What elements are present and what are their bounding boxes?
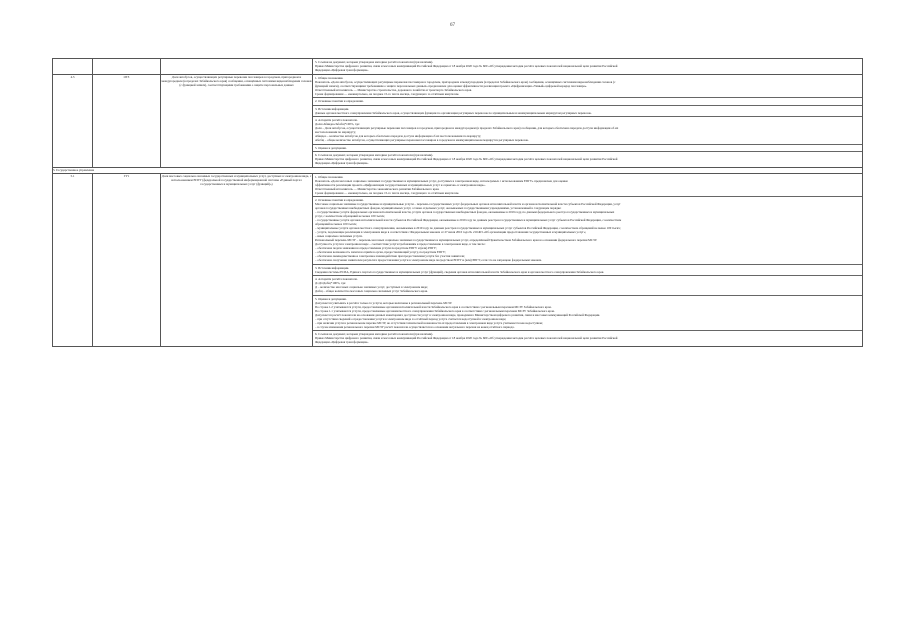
- text-line: 3. Источник информации.: [315, 265, 350, 270]
- text-line: – при отсутствии сведений о предоставлении услуги в электронном виде за отчётный период услуга считается недоступной в электронном виде;: [315, 316, 507, 321]
- methodology-block: [313, 106, 862, 118]
- text-line: 3. Источник информации.: [315, 106, 350, 111]
- text-line: Д=Дэ/Добщ*100%, где:: [315, 281, 346, 285]
- row-number: 5.1: [53, 173, 93, 346]
- text-line: Добщ – общее количество массовых социально значимых услуг Забайкальского края.: [315, 289, 428, 293]
- indicator-code: ГУ1: [93, 173, 161, 346]
- indicator-table: [52, 58, 863, 347]
- text-line: 5. Оценка и допущения.: [315, 145, 347, 150]
- text-line: Федерации «Цифровая трансформация».: [315, 340, 369, 344]
- text-line: обращений не менее 100 тысяч;: [315, 222, 357, 226]
- methodology-cell: [313, 74, 863, 167]
- text-line: Д – количество массовых социально значимых услуг, доступных в электронном виде;: [315, 285, 428, 289]
- text-line: Региональный перечень МСЗУ – перечень массовых социально значимых государственных и муниципальных услуг, определённый Правительством Забайкальского края на основании федерального перечня МСЗУ.: [315, 238, 597, 242]
- section-title: 5. Государственное управление: [53, 167, 863, 173]
- text-line: Доля=Абвидео/Абобщ*100%, где:: [315, 122, 360, 126]
- methodology-block: [313, 98, 862, 106]
- text-line: местоположении по маршруту;: [315, 130, 356, 134]
- text-line: 1. Общие положения.: [315, 75, 344, 80]
- text-line: Сведения системы ЕСИА, Единого портала государственных и муниципальных услуг (функций), сведения органов исполнительной власти Забайкальского края и органов местного самоуправления Забайкальского края.: [315, 269, 605, 274]
- text-line: Приказ Министерства цифрового развития, связи и массовых коммуникаций Российской Федерации от 18 ноября 2020 года № 600 «Об утверждении методик расчёта целевых показателей национальной цели развития Российской: [315, 64, 618, 68]
- text-line: Сроки формирования — ежеквартально, не позднее 15-го числа месяца, следующего за отчётным кварталом.: [315, 91, 460, 96]
- methodology-block: [313, 59, 862, 74]
- methodology-block: [313, 75, 862, 99]
- table-row: [53, 59, 863, 75]
- text-line: Доступность услуги в электронном виде – соответствие услуги требованиям к предоставлению в электронном виде, в том числе:: [315, 242, 486, 246]
- methodology-block: [313, 296, 862, 332]
- table-row: [53, 173, 863, 346]
- text-line: Показатель «Доля массовых социально значимых государственных и муниципальных услуг, доступных в электронном виде, используемых с использованием ЕПГУ» предназначен для оценки: [315, 178, 568, 183]
- indicator-description: Доля массовых социально значимых государственных и муниципальных услуг, доступных в электронном виде, с использованием ЕПГУ (федеральной государственной информационной системы «Единый портал государственных и муниципальных услуг (функций)»): [161, 173, 313, 346]
- text-line: 4. Алгоритм расчёта показателя.: [315, 277, 358, 281]
- text-line: – обеспечено получение заявителем результата предоставления услуги в электронном виде посредством ЕПГУ и (или) РПГУ, если это не запрещено федеральным законом.: [315, 258, 542, 262]
- text-line: Ответственный исполнитель — Министерство экономического развития Забайкальского края.: [315, 186, 440, 191]
- text-line: – муниципальные услуги органов местного самоуправления, оказываемые в 2019 году по данным реестров государственных и муниципальных услуг субъектов Российской Федерации, с количеством обращений не менее 100 тысяч;: [315, 226, 621, 230]
- text-line: Данные органов местного самоуправления Забайкальского края, осуществляющих функции по организации регулярных перевозок по муниципальным и межмуниципальным маршрутам регулярных перевозок.: [315, 110, 592, 115]
- text-line: По строке 1.1 учитываются услуги, предоставляемые органами местного самоуправления Забайкальского края в соответствии с региональным перечнем МСЗУ Забайкальского края.: [315, 308, 555, 313]
- methodology-block: [313, 197, 862, 265]
- text-line: Показатель «Доля автобусов, осуществляющих регулярные перевозки пассажиров в городском, пригородном и междугороднем (в пределах Забайкальского края) сообщении, оснащённых системами видеонаблюдения салонов (с: [315, 79, 616, 84]
- text-line: – государственные услуги федеральных органов исполнительной власти, услуги органов государственных внебюджетных фондов, оказываемые в 2019 году, по данным федерального реестра государственных и муниципальных: [315, 210, 615, 214]
- methodology-cell: [313, 59, 863, 75]
- text-line: Абвидео – количество автобусов для которых обеспечена передача доступа информации об их местоположении по маршруту;: [315, 134, 482, 138]
- indicator-description: Доля автобусов, осуществляющих регулярные перевозки пассажиров в городском, пригородном и междугороднем (в пределах Забайкальского края) сообщении, оснащённых системами видеонаблюдения салонов (с функцией записи), соответствующими требованиям о защите персональных данных: [161, 74, 313, 167]
- methodology-block: [313, 174, 862, 198]
- text-line: Сроки формирования — ежеквартально, не позднее 15-го числа месяца, следующего за отчётным кварталом.: [315, 190, 460, 195]
- text-line: – в случае изменения регионального перечня МСЗУ расчёт показателя осуществляется на основании актуального перечня на конец отчётного периода.: [315, 324, 515, 329]
- text-line: 2. Основные понятия и определения.: [315, 198, 364, 202]
- text-line: Федерации «Цифровая трансформация».: [315, 68, 369, 72]
- text-line: Федерации «Цифровая трансформация».: [315, 161, 369, 165]
- text-line: 1. Общие положения.: [315, 174, 344, 179]
- text-line: 6. Ссылки на документ, которым утверждена методика расчёта показателя (при наличии).: [315, 153, 434, 157]
- text-line: Приказ Министерства цифрового развития, связи и массовых коммуникаций Российской Федерации от 18 ноября 2020 года № 600 «Об утверждении методик расчёта целевых показателей национальной цели развития Российской: [315, 157, 618, 161]
- text-line: Приказ Министерства цифрового развития, связи и массовых коммуникаций Российской Федерации от 18 ноября 2020 года № 600 «Об утверждении методик расчёта целевых показателей национальной цели развития Российской: [315, 336, 618, 340]
- methodology-block: [313, 276, 862, 296]
- text-line: – при наличии услуги в региональном перечне МСЗУ, но отсутствии технической возможности её предоставления в электронном виде услуга учитывается как недоступная;: [315, 320, 543, 325]
- methodology-block: [313, 265, 862, 277]
- text-line: Абобщ – общее количество автобусов, осуществляющих регулярные перевозки пассажиров в городском и межмуниципальном маршрутах регулярных перевозок.: [315, 138, 529, 142]
- text-line: 5. Ссылки на документ, которым утверждена методика расчёта показателя (при наличии).: [315, 60, 434, 64]
- text-line: 6. Ссылки на документ, которым утверждена методика расчёта показателя (при наличии).: [315, 332, 434, 336]
- text-line: – услуги, подлежащие реализации в электронном виде в соответствии с Федеральным законом от 27 июля 2010 года № 210-ФЗ «Об организации предоставления государственных и муниципальных услуг»;: [315, 230, 587, 234]
- text-line: Массовые социально значимые государственные и муниципальные услуги – перечень государственных услуг федеральных органов исполнительной власти и органов исполнительной власти субъектов Российской Федерации, услуг: [315, 202, 621, 206]
- text-line: – обеспечено межведомственное электронное взаимодействие при предоставлении услуги без участия заявителя;: [315, 254, 465, 258]
- text-line: Доля – Доля автобусов, осуществляющих регулярные перевозки пассажиров в городском, пригородном и междугороднем (в пределах Забайкальского края) сообщении, для которых обеспечена передача доступа информации об их: [315, 126, 619, 130]
- text-line: органов государственных внебюджетных фондов, муниципальных услуг, а также отдельных услуг, оказываемых государственными учреждениями, установленный в следующем порядке:: [315, 206, 562, 210]
- row-number: 4.3: [53, 74, 93, 167]
- text-line: 2. Основные понятия и определения.: [315, 99, 364, 103]
- text-line: эффективности реализации проекта «Цифровизация государственных и муниципальных услуг и сервисов» в электронном виде».: [315, 182, 486, 187]
- text-line: услуг, с количеством обращений не менее 100 тысяч;: [315, 214, 385, 218]
- text-line: Допускается расчёт показателя на основании данных мониторинга доступности услуг в электронном виде, проводимого Министерством цифрового развития, связи и массовых коммуникаций Российской Федерации.: [315, 312, 601, 317]
- methodology-block: [313, 117, 862, 145]
- methodology-block: [313, 331, 862, 346]
- text-line: Допускается учитывать в расчёте только те услуги, которые включены в региональный перечень МСЗУ.: [315, 300, 452, 305]
- text-line: – обеспечена подача заявления на предоставление услуги посредством ЕПГУ и (или) РПГУ;: [315, 246, 437, 250]
- text-line: По строке 1.2 учитываются услуги, предоставляемые органами исполнительной власти Забайкальского края в соответствии с региональным перечнем МСЗУ Забайкальского края.: [315, 304, 552, 309]
- text-line: функцией записи), соответствующими требованиям о защите персональных данных» предназначен для оценки эффективности реализации проекта «Цифровизация «Умный» цифровой коридор пассажира».: [315, 83, 588, 88]
- text-line: Ответственный исполнитель — Министерство строительства, дорожного хозяйства и транспорта Забайкальского края.: [315, 87, 472, 92]
- methodology-block: [313, 152, 862, 167]
- methodology-cell: [313, 173, 863, 346]
- text-line: – иные социально значимые услуги.: [315, 234, 363, 238]
- indicator-code: ОТЗ: [93, 74, 161, 167]
- text-line: – государственные услуги органов исполнительной власти субъектов Российской Федерации, оказываемые в 2019 году по данным реестров государственных и муниципальных услуг субъектов Российской Федерации, с количеством: [315, 218, 622, 222]
- page-number: 67: [450, 23, 455, 28]
- methodology-block: [313, 145, 862, 153]
- table-row: [53, 74, 863, 167]
- text-line: – обеспечена возможность записи на приём в орган, предоставляющий услугу, посредством ЕПГУ;: [315, 250, 446, 254]
- text-line: 5. Оценка и допущения.: [315, 296, 347, 301]
- text-line: 4. Алгоритм расчёта показателя.: [315, 118, 358, 122]
